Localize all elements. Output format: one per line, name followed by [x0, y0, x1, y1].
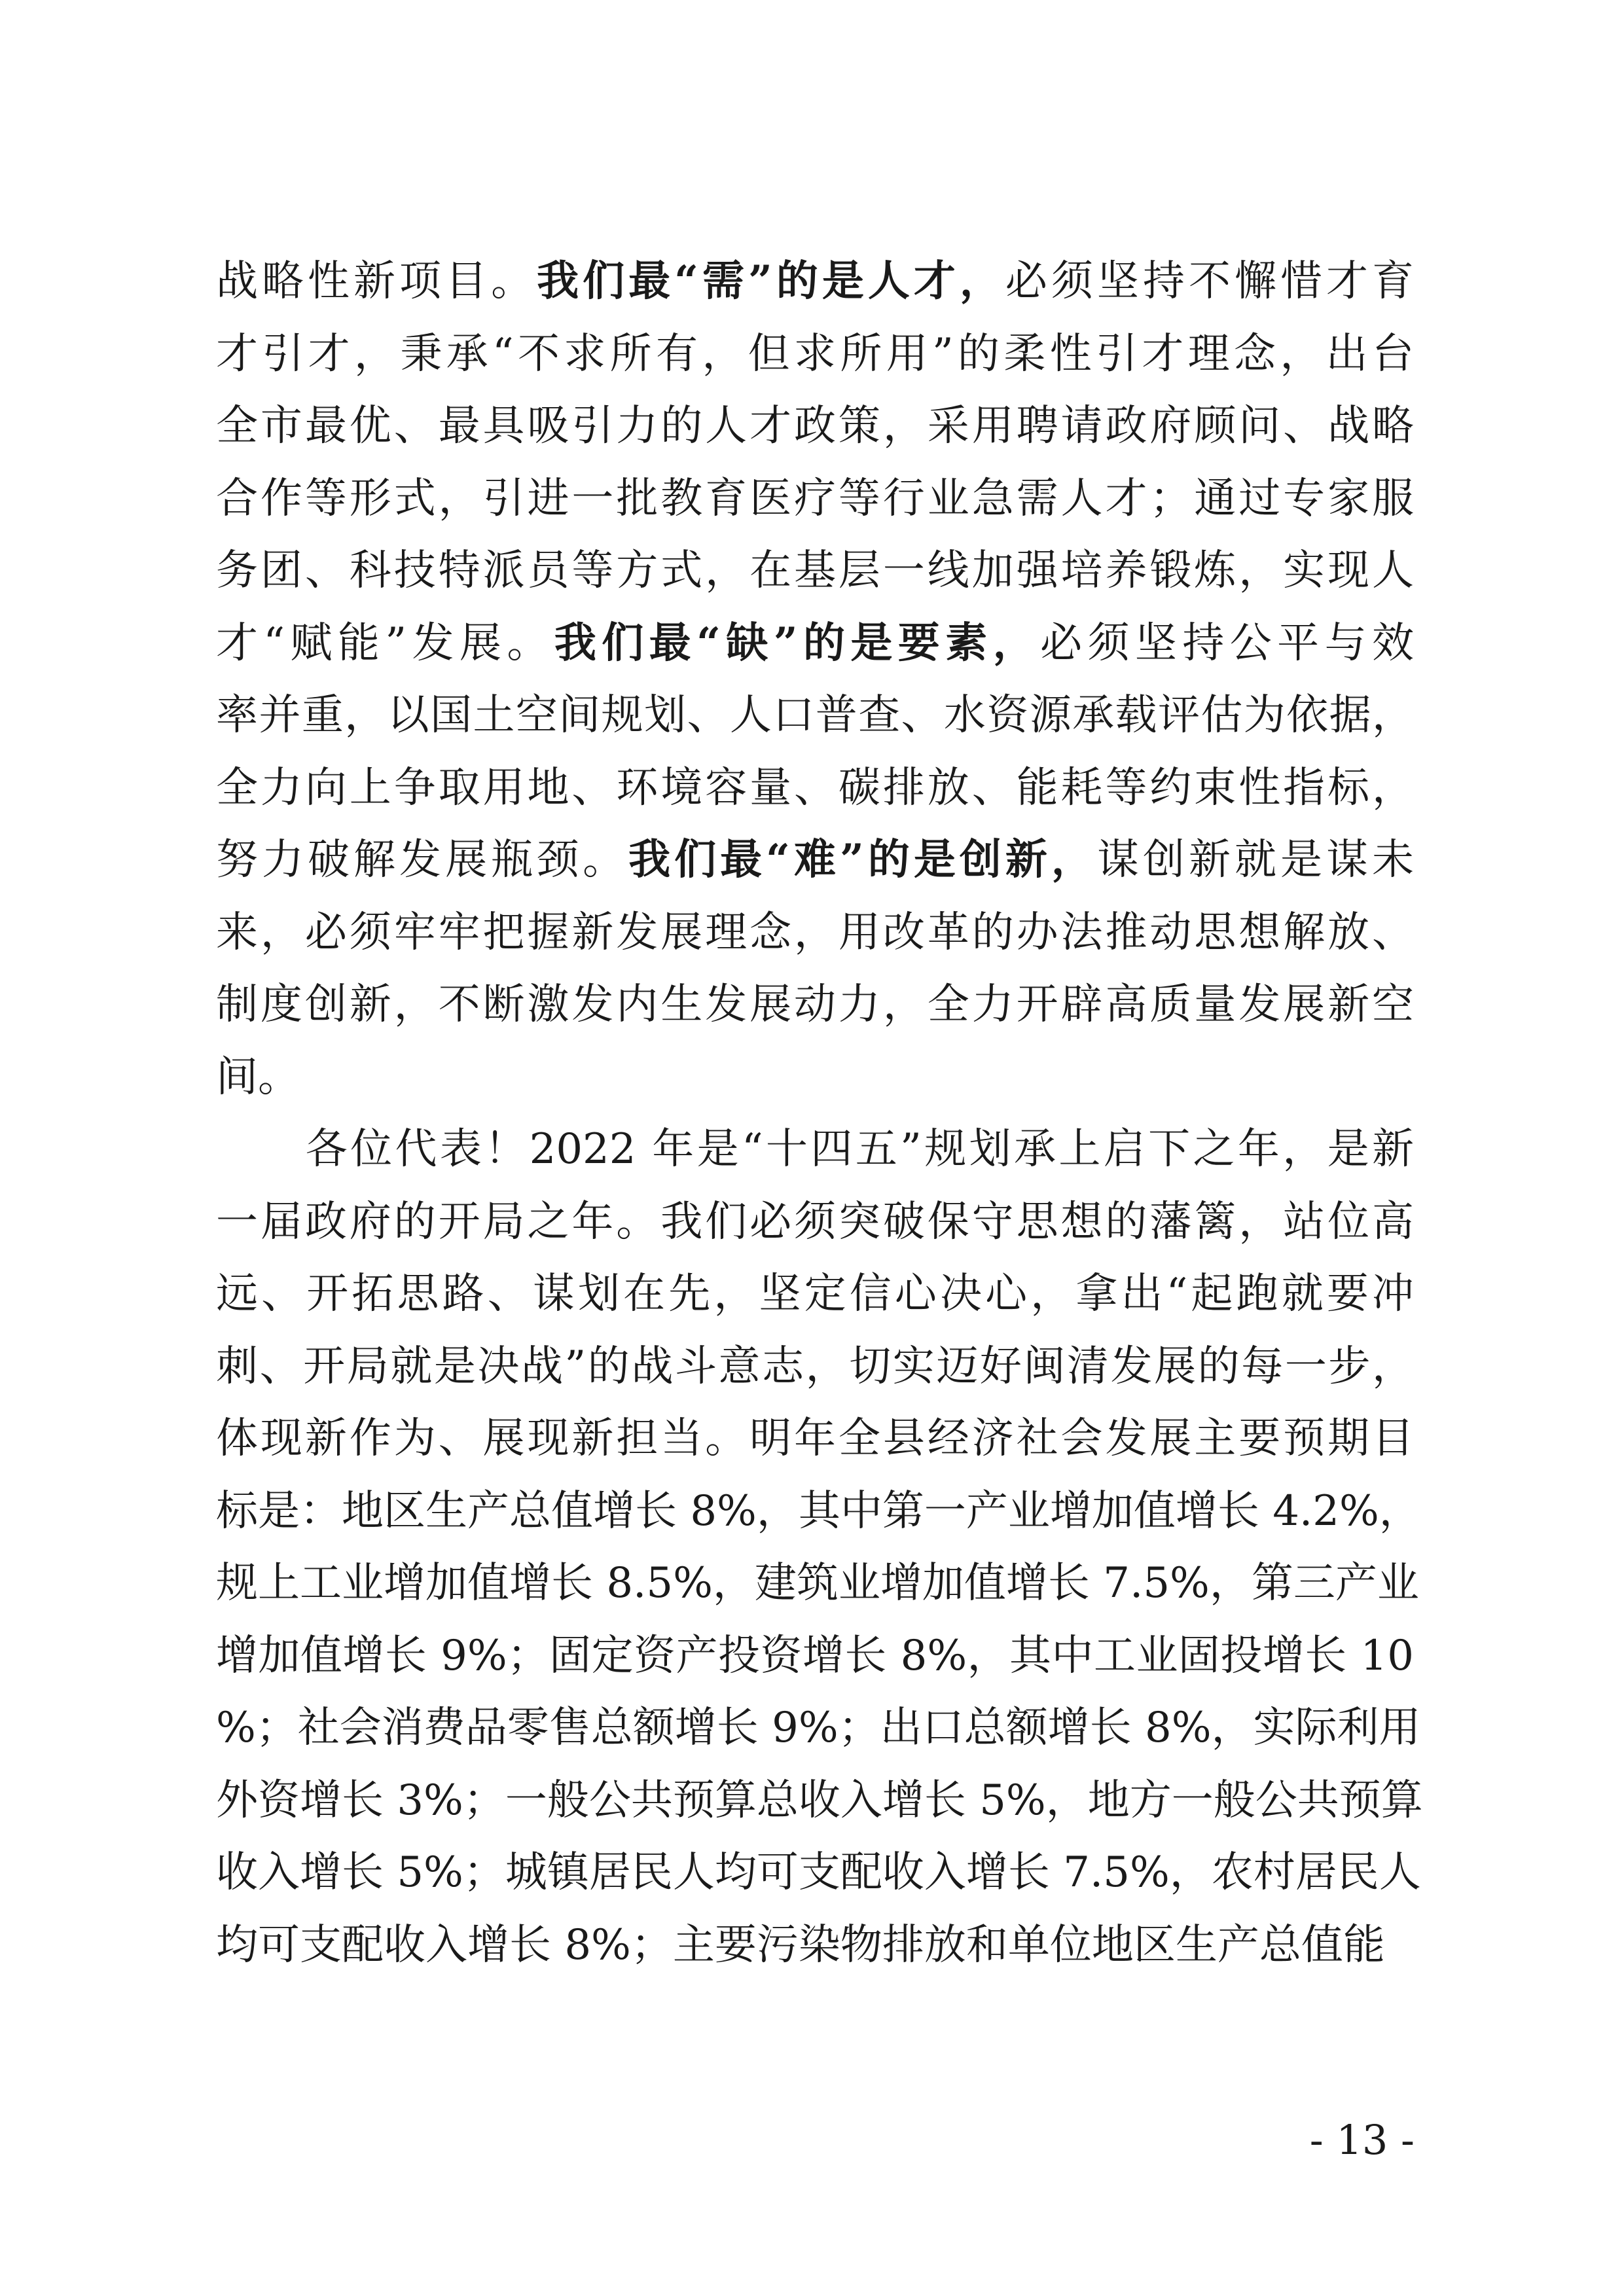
text-line — [216, 1899, 1414, 1991]
page-number: - 13 - — [1309, 2116, 1415, 2164]
text-segment: 战略性新项目。 — [216, 257, 537, 306]
text-segment: %；社会消费品零售总额增长 9%；出口总额增长 8%，实际利用 — [216, 1704, 1421, 1752]
text-segment: 率并重，以国土空间规划、人口普查、水资源承载评估为依据， — [216, 691, 1414, 740]
text-segment: 远、开拓思路、谋划在先，坚定信心决心，拿出“起跑就要冲 — [216, 1270, 1414, 1318]
text-segment: 均可支配收入增长 8%；主要污染物排放和单位地区生产总值能 — [216, 1920, 1385, 1969]
text-segment: 规上工业增加值增长 8.5%，建筑业增加值增长 7.5%，第三产业 — [216, 1559, 1419, 1607]
text-segment: 谋创新就是谋未 — [1096, 836, 1415, 884]
text-segment: 增加值增长 9%；固定资产投资增长 8%，其中工业固投增长 10 — [216, 1631, 1414, 1680]
text-segment: 才引才，秉承“不求所有，但求所用”的柔性引才理念，出台 — [216, 329, 1414, 378]
text-segment: 合作等形式，引进一批教育医疗等行业急需人才；通过专家服 — [216, 474, 1414, 523]
text-segment: 间。 — [216, 1052, 300, 1102]
text-segment: 努力破解发展瓶颈。 — [216, 836, 629, 884]
text-segment: 刺、开局就是决战”的战斗意志，切实迈好闽清发展的每一步， — [216, 1342, 1414, 1391]
text-segment: 标是：地区生产总值增长 8%，其中第一产业增加值增长 4.2%， — [216, 1486, 1421, 1535]
text-segment: 全力向上争取用地、环境容量、碳排放、能耗等约束性指标， — [216, 763, 1414, 812]
text-segment: 各位代表！2022 年是“十四五”规划承上启下之年，是新 — [216, 1125, 1414, 1174]
text-segment: 体现新作为、展现新担当。明年全县经济社会发展主要预期目 — [216, 1414, 1414, 1463]
bold-text-segment: 我们最“难”的是创新， — [628, 835, 1097, 884]
text-segment: 外资增长 3%；一般公共预算总收入增长 5%，地方一般公共预算 — [216, 1776, 1423, 1825]
text-segment: 务团、科技特派员等方式，在基层一线加强培养锻炼，实现人 — [216, 547, 1414, 595]
text-segment: 才“赋能”发展。 — [216, 619, 554, 668]
bold-text-segment: 我们最“需”的是人才， — [537, 257, 1005, 306]
text-segment: 全市最优、最具吸引力的人才政策，采用聘请政府顾问、战略 — [216, 402, 1414, 450]
text-segment: 必须坚持不懈惜才育 — [1005, 257, 1415, 306]
text-segment: 必须坚持公平与效 — [1040, 619, 1415, 668]
text-segment: 收入增长 5%；城镇居民人均可支配收入增长 7.5%，农村居民人 — [216, 1848, 1421, 1897]
bold-text-segment: 我们最“缺”的是要素， — [554, 618, 1041, 668]
text-segment: 制度创新，不断激发内生发展动力，全力开辟高质量发展新空 — [216, 980, 1414, 1029]
text-segment: 一届政府的开局之年。我们必须突破保守思想的藩篱，站位高 — [216, 1197, 1414, 1246]
text-segment: 来，必须牢牢把握新发展理念，用改革的办法推动思想解放、 — [216, 908, 1414, 957]
